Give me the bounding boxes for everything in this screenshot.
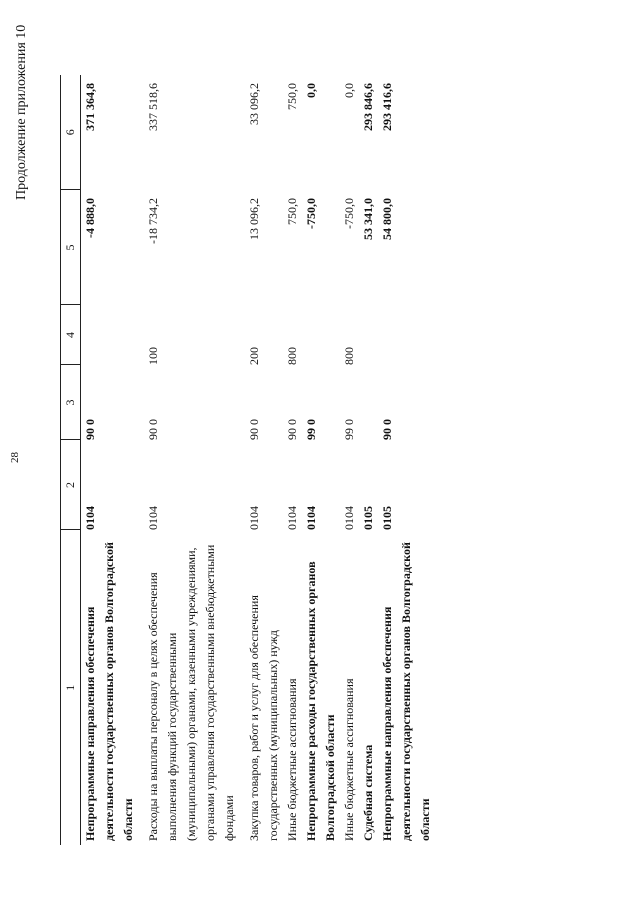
row-change: 54 800,0 — [380, 198, 394, 240]
row-section: 0104 — [247, 506, 261, 530]
row-section: 0104 — [285, 506, 299, 530]
column-header: 2 — [61, 440, 81, 530]
row-target — [359, 365, 378, 440]
page-number: 28 — [9, 452, 21, 463]
row-section: 0104 — [83, 506, 97, 530]
row-name: Расходы на выплаты персоналу в целях обеспечения выполнения функций государственными (муниципальными) органами, казенными учреждениями, органами управления государственными внебюджетными фондами — [146, 544, 236, 841]
row-change: 13 096,2 — [247, 198, 261, 240]
row-total: 0,0 — [304, 83, 318, 98]
row-type — [359, 305, 378, 365]
row-target: 90 0 — [285, 419, 299, 440]
row-type: 800 — [285, 347, 299, 365]
table-row — [81, 75, 139, 845]
row-total: 33 096,2 — [247, 83, 261, 125]
row-target: 90 0 — [83, 419, 97, 440]
table-row — [283, 75, 302, 845]
row-change: -18 734,2 — [146, 198, 160, 244]
row-change: -750,0 — [342, 198, 356, 229]
column-header: 1 — [61, 530, 81, 845]
budget-table — [60, 75, 435, 845]
column-header: 3 — [61, 365, 81, 440]
row-target: 90 0 — [380, 419, 394, 440]
table-row — [378, 75, 435, 845]
table-header-row — [61, 75, 81, 845]
row-change: 750,0 — [285, 198, 299, 225]
column-header: 5 — [61, 190, 81, 305]
row-section: 0104 — [342, 506, 356, 530]
row-name: Иные бюджетные ассигнования — [285, 678, 299, 841]
row-target: 99 0 — [342, 419, 356, 440]
row-section: 0104 — [304, 506, 318, 530]
table-row — [138, 75, 239, 845]
row-change: -750,0 — [304, 198, 318, 229]
row-type: 800 — [342, 347, 356, 365]
row-total: 750,0 — [285, 83, 299, 110]
row-change: -4 888,0 — [83, 198, 97, 238]
row-name: Непрограммные направления обеспечения деятельности государственных органов Волгоградской области — [83, 542, 135, 841]
appendix-caption: Продолжение приложения 10 — [14, 24, 29, 200]
column-header: 4 — [61, 305, 81, 365]
table-row — [302, 75, 340, 845]
row-section: 0105 — [361, 506, 375, 530]
row-total: 337 518,6 — [146, 83, 160, 131]
row-name: Закупка товаров, работ и услуг для обеспечения государственных (муниципальных) нужд — [247, 595, 280, 841]
row-type: 200 — [247, 347, 261, 365]
row-name: Непрограммные направления обеспечения деятельности государственных органов Волгоградской области — [380, 542, 432, 841]
table-row — [340, 75, 359, 845]
column-header: 6 — [61, 75, 81, 190]
row-type: 100 — [146, 347, 160, 365]
row-name: Иные бюджетные ассигнования — [342, 678, 356, 841]
table-row — [359, 75, 378, 845]
row-type — [81, 305, 139, 365]
row-total: 0,0 — [342, 83, 356, 98]
row-target: 90 0 — [247, 419, 261, 440]
row-name: Непрограммные расходы государственных органов Волгоградской области — [304, 561, 337, 841]
row-type — [378, 305, 435, 365]
row-section: 0105 — [380, 506, 394, 530]
row-total: 293 416,6 — [380, 83, 394, 131]
row-change: 53 341,0 — [361, 198, 375, 240]
table-row — [239, 75, 283, 845]
row-name: Судебная система — [361, 744, 375, 841]
row-total: 371 364,8 — [83, 83, 97, 131]
row-target: 99 0 — [304, 419, 318, 440]
row-section: 0104 — [146, 506, 160, 530]
row-target: 90 0 — [146, 419, 160, 440]
row-type — [302, 305, 340, 365]
row-total: 293 846,6 — [361, 83, 375, 131]
budget-table-container — [60, 75, 435, 845]
